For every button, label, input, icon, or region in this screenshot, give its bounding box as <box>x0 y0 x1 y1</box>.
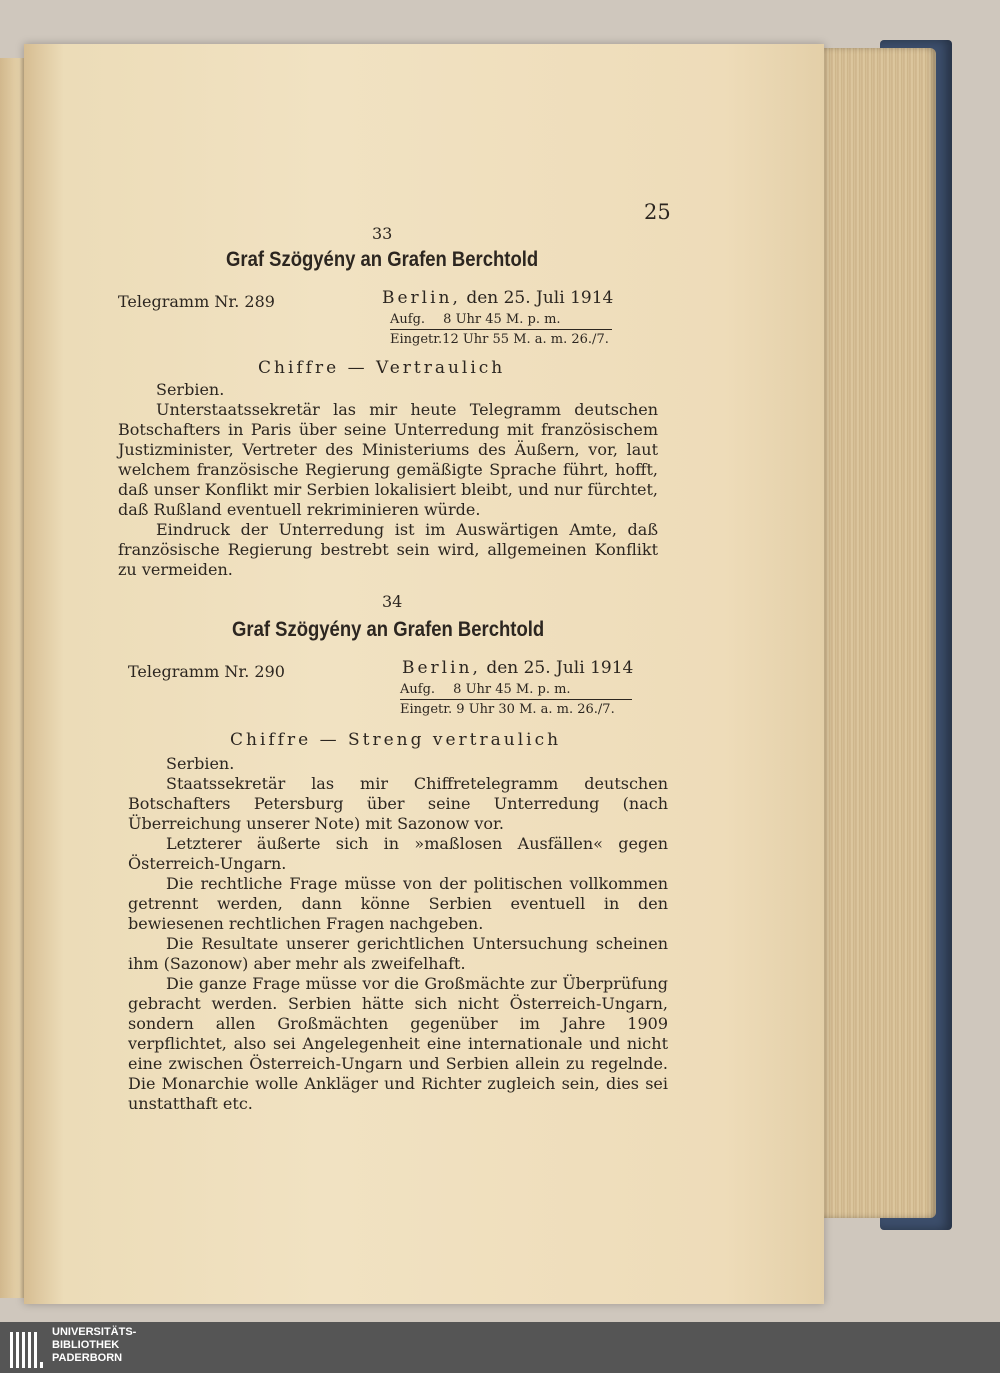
date: den 25. Juli 1914 <box>466 288 614 308</box>
footer-bar <box>0 1322 1000 1373</box>
place-date <box>382 288 613 308</box>
sent-label: Aufg. <box>390 312 426 327</box>
place: Berlin, <box>402 658 481 678</box>
telegram-number: Telegramm Nr. 289 <box>118 292 275 311</box>
document-title: Graf Szögyény an Grafen Berchtold <box>226 248 539 271</box>
page-edges <box>818 48 936 1218</box>
classification: Chiffre — Streng vertraulich <box>230 730 562 750</box>
telegram-number: Telegramm Nr. 290 <box>128 662 285 681</box>
paragraph: Staatssekretär las mir Chiffretelegramm deutschen Botschafters Petersburg über seine Unterredung (nach Überreichung unserer Note) mit Sazonow vor. <box>128 774 668 833</box>
sent-time <box>400 682 571 697</box>
document-title: Graf Szögyény an Grafen Berchtold <box>232 618 545 641</box>
sent-time <box>390 312 561 327</box>
paragraph: Die ganze Frage müsse vor die Großmächte zur Überprüfung gebracht werden. Serbien hätte sich nicht Österreich-Ungarn, sondern allen Großmächten gegenüber im Jahre 1909 verpflichtet, also sei Angelegenheit eine internationale und nicht eine zwischen Österreich-Ungarn und Serbien allein zu regelnde. Die Monarchie wolle Ankläger und Richter zugleich sein, dies sei unstatthaft etc. <box>128 974 668 1113</box>
time-rule <box>400 699 632 700</box>
book-page <box>24 44 824 1304</box>
time-rule <box>390 329 612 330</box>
document-number: 34 <box>382 592 403 611</box>
document-number: 33 <box>372 224 393 243</box>
paragraph: Die rechtliche Frage müsse von der politischen vollkommen getrennt werden, dann könne Serbien eventuell in den bewiesenen rechtlichen Fragen nachgeben. <box>128 874 668 933</box>
sent-value: 8 Uhr 45 M. p. m. <box>443 312 561 327</box>
date: den 25. Juli 1914 <box>486 658 634 678</box>
paragraph: Unterstaatssekretär las mir heute Telegramm deutschen Botschafters in Paris über seine Unterredung mit französischem Justizminister, Vertreter des Ministeriums des Äußern, vor, laut welchem französische Regierung gemäßigte Sprache führt, hofft, daß unser Konflikt mir Serbien lokalisiert bleibt, und nur fürchtet, daß Rußland eventuell rekriminieren würde. <box>118 400 658 519</box>
library-name-line: UNIVERSITÄTS- <box>52 1326 137 1338</box>
paragraph: Eindruck der Unterredung ist im Auswärtigen Amte, daß französische Regierung bestrebt sein wird, allgemeinen Konflikt zu vermeiden. <box>118 520 658 579</box>
place: Berlin, <box>382 288 461 308</box>
place-date <box>402 658 633 678</box>
library-name-line: BIBLIOTHEK <box>52 1339 120 1351</box>
sent-value: 8 Uhr 45 M. p. m. <box>453 682 571 697</box>
classification: Chiffre — Vertraulich <box>258 358 506 378</box>
library-name <box>52 1326 136 1365</box>
received-time: Eingetr.12 Uhr 55 M. a. m. 26./7. <box>390 332 609 347</box>
library-logo-icon <box>10 1332 44 1368</box>
page-number: 25 <box>644 200 671 224</box>
paragraph: Serbien. <box>166 754 235 773</box>
library-name-line: PADERBORN <box>52 1352 123 1364</box>
received-time: Eingetr. 9 Uhr 30 M. a. m. 26./7. <box>400 702 615 717</box>
paragraph: Serbien. <box>156 380 225 399</box>
paragraph: Die Resultate unserer gerichtlichen Untersuchung scheinen ihm (Sazonow) aber mehr als zweifelhaft. <box>128 934 668 973</box>
paragraph: Letzterer äußerte sich in »maßlosen Ausfällen« gegen Österreich-Ungarn. <box>128 834 668 873</box>
sent-label: Aufg. <box>400 682 436 697</box>
